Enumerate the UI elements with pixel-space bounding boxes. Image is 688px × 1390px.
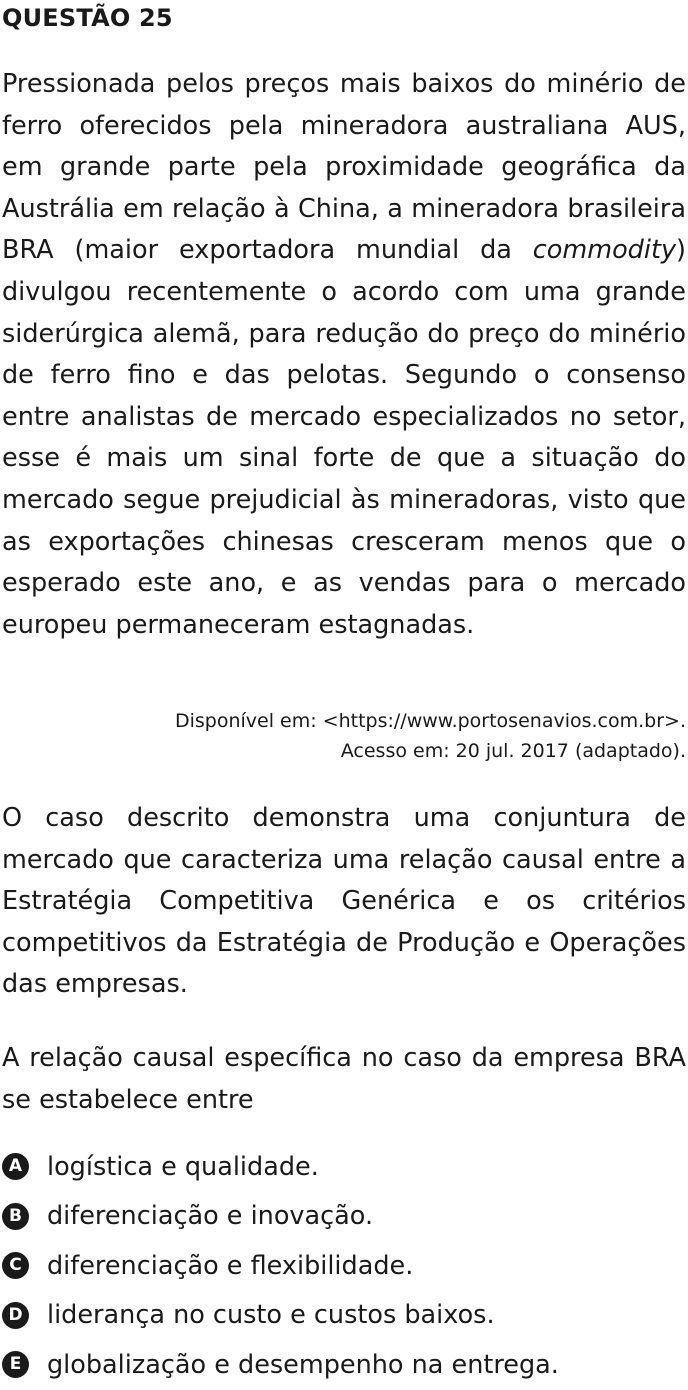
- option-letter-badge: A: [2, 1153, 29, 1180]
- option-b[interactable]: [2, 1192, 686, 1242]
- question-paragraph-2: O caso descrito demonstra uma conjuntura de mercado que caracteriza uma relação causal entre a Estratégia Competitiva Genérica e os critérios competitivos da Estratégia de Produção e Operações das empresas.: [2, 803, 686, 1000]
- source-line-1: Disponível em: <https://www.portosenavios.com.br>.: [174, 710, 686, 732]
- source-citation: [86, 706, 686, 766]
- question-text: [2, 64, 686, 646]
- question-prompt: A relação causal específica no caso da empresa BRA se estabelece entre: [2, 1043, 686, 1115]
- option-c[interactable]: [2, 1241, 686, 1291]
- answer-options: [2, 1142, 686, 1390]
- question-title: QUESTÃO 25: [2, 4, 173, 32]
- option-text: logística e qualidade.: [47, 1151, 319, 1182]
- option-letter-badge: E: [2, 1351, 29, 1378]
- option-text: diferenciação e inovação.: [47, 1201, 374, 1232]
- text-part-1: Pressionada pelos preços mais baixos do minério de ferro oferecidos pela mineradora australiana AUS, em grande parte pela proximidade geográfica da Austrália em relação à China, a mineradora brasileira BRA (maior exportadora mundial da: [2, 69, 686, 266]
- option-text: liderança no custo e custos baixos.: [47, 1300, 495, 1331]
- option-text: diferenciação e flexibilidade.: [47, 1250, 414, 1281]
- option-letter-badge: B: [2, 1203, 29, 1230]
- italic-term: commodity: [532, 235, 677, 266]
- option-letter-badge: C: [2, 1252, 29, 1279]
- option-a[interactable]: [2, 1142, 686, 1192]
- option-letter-badge: D: [2, 1302, 29, 1329]
- option-e[interactable]: [2, 1340, 686, 1390]
- text-part-2: ) divulgou recentemente o acordo com uma grande siderúrgica alemã, para redução do preço do minério de ferro fino e das pelotas. Segundo o consenso entre analistas de mercado especializados no setor, esse é mais um sinal forte de que a situação do mercado segue prejudicial às mineradoras, visto que as exportações chinesas cresceram menos que o esperado este ano, e as vendas para o mercado europeu permaneceram estagnadas.: [2, 235, 686, 640]
- source-line-2: Acesso em: 20 jul. 2017 (adaptado).: [340, 740, 686, 762]
- option-d[interactable]: [2, 1291, 686, 1341]
- option-text: globalização e desempenho na entrega.: [47, 1349, 559, 1380]
